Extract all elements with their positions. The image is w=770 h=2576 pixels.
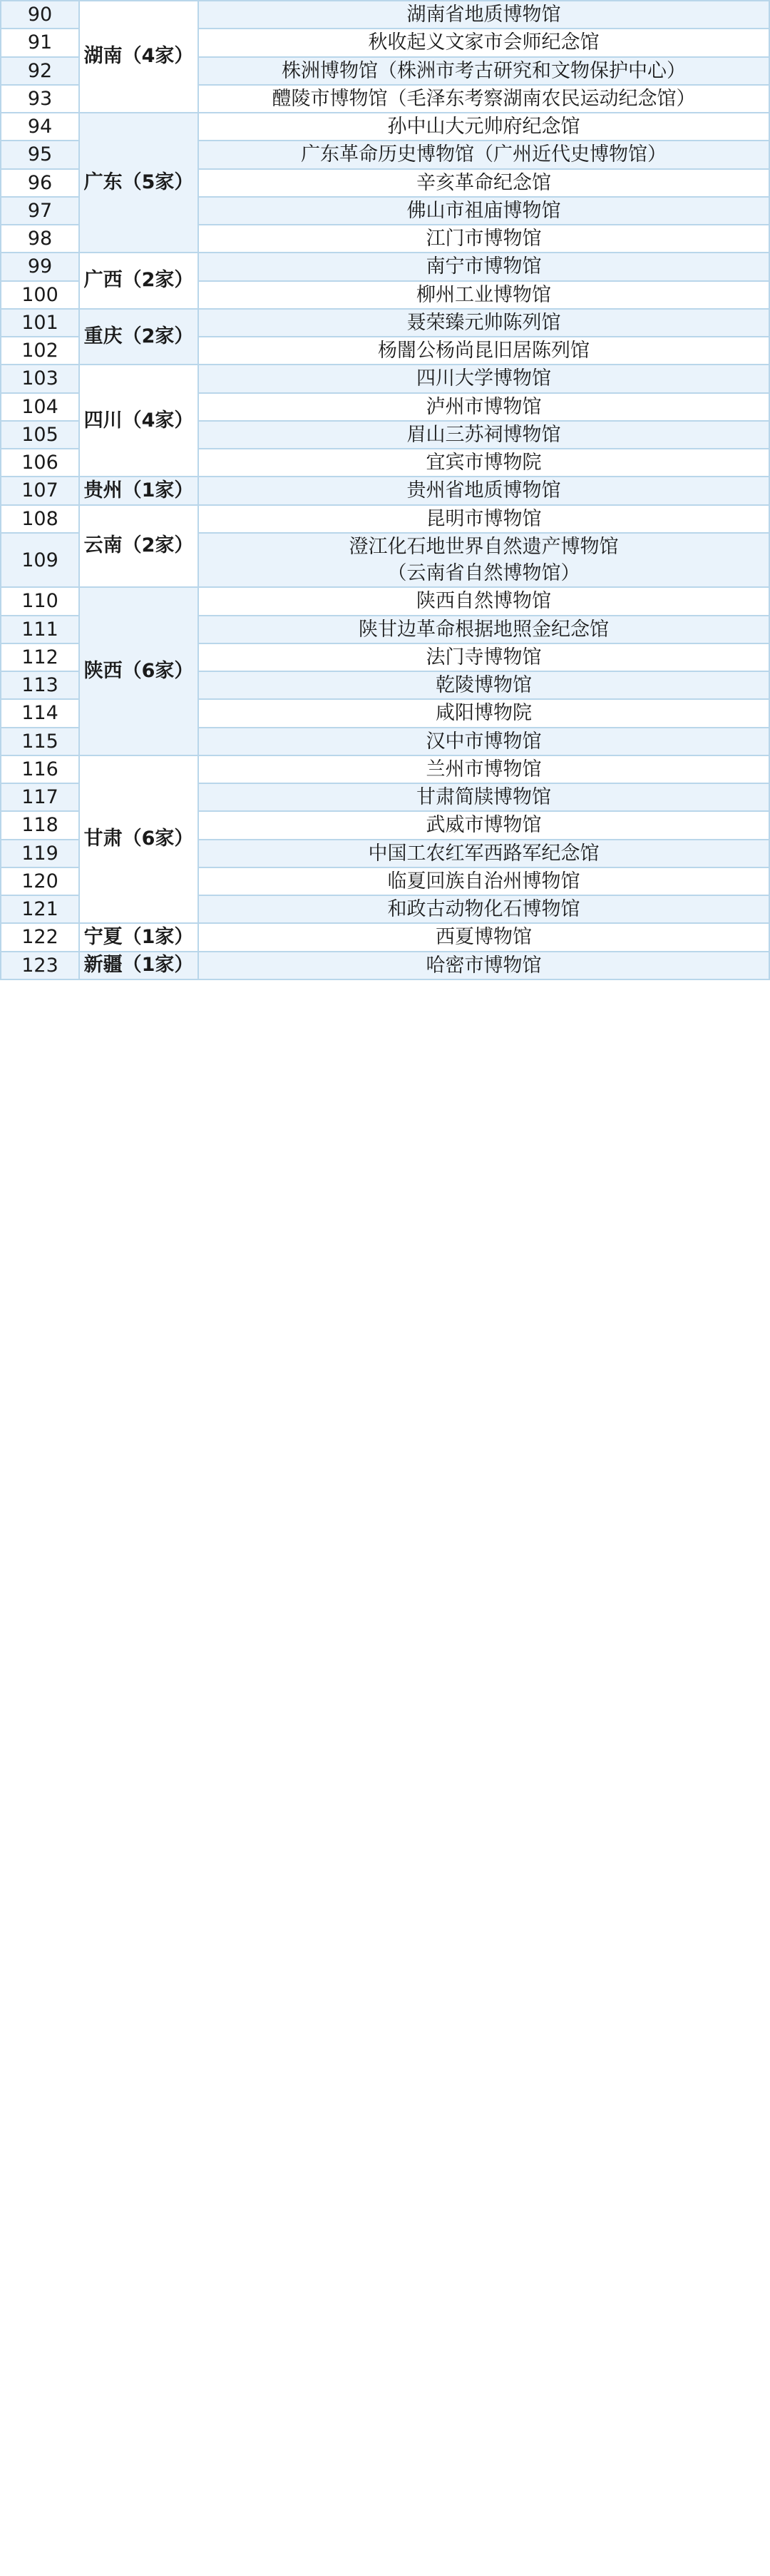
museum-name-line: 南宁市博物馆 (426, 255, 542, 278)
row-index-cell: 112 (1, 643, 79, 671)
row-index-cell: 119 (1, 840, 79, 867)
museum-name-line: 孙中山大元帅府纪念馆 (387, 116, 580, 138)
museum-name-cell (198, 867, 769, 895)
museum-name-cell (198, 365, 769, 392)
museum-name-line: 中国工农红军西路军纪念馆 (368, 842, 600, 865)
museum-name-cell (198, 616, 769, 643)
table-row (1, 253, 769, 280)
museum-name-cell (198, 699, 769, 727)
museum-name-line: 法门寺博物馆 (426, 646, 542, 668)
row-index-cell: 99 (1, 253, 79, 280)
museum-name-cell (198, 923, 769, 951)
province-cell: 新疆（1家） (79, 952, 198, 979)
row-index-cell: 110 (1, 587, 79, 615)
museum-name-line: 醴陵市博物馆（毛泽东考察湖南农民运动纪念馆） (272, 87, 696, 110)
table-row (1, 505, 769, 533)
museum-name-cell (198, 197, 769, 225)
row-index-cell: 113 (1, 671, 79, 699)
province-cell: 广东（5家） (79, 113, 198, 253)
row-index-cell: 91 (1, 29, 79, 56)
museum-name-cell (198, 57, 769, 85)
table-row (1, 477, 769, 504)
museum-name-cell (198, 141, 769, 168)
museum-name-line: 武威市博物馆 (426, 814, 542, 837)
row-index-cell: 96 (1, 169, 79, 197)
museum-name-cell (198, 505, 769, 533)
museum-name-line: 贵州省地质博物馆 (406, 479, 561, 502)
museum-name-line: 株洲博物馆（株洲市考古研究和文物保护中心） (282, 59, 686, 82)
row-index-cell: 120 (1, 867, 79, 895)
row-index-cell: 115 (1, 728, 79, 755)
museum-name-line: 陕西自然博物馆 (416, 590, 551, 613)
museum-name-line: 宜宾市博物院 (426, 452, 542, 474)
museum-name-line: （云南省自然博物馆） (387, 562, 580, 584)
museum-list-table (0, 0, 770, 980)
museum-name-line: 临夏回族自治州博物馆 (387, 870, 580, 892)
museum-name-line: 柳州工业博物馆 (416, 283, 551, 306)
table-row (1, 923, 769, 951)
museum-name-cell (198, 533, 769, 588)
museum-table-body (1, 1, 769, 979)
province-cell: 甘肃（6家） (79, 755, 198, 924)
museum-name-cell (198, 281, 769, 309)
row-index-cell: 101 (1, 309, 79, 337)
table-row (1, 113, 769, 141)
museum-name-cell (198, 421, 769, 449)
museum-name-line: 秋收起义文家市会师纪念馆 (368, 31, 600, 54)
table-row (1, 309, 769, 337)
row-index-cell: 98 (1, 225, 79, 253)
museum-name-cell (198, 840, 769, 867)
row-index-cell: 121 (1, 895, 79, 923)
row-index-cell: 123 (1, 952, 79, 979)
museum-name-cell (198, 253, 769, 280)
row-index-cell: 90 (1, 1, 79, 29)
row-index-cell: 116 (1, 755, 79, 783)
row-index-cell: 105 (1, 421, 79, 449)
table-row (1, 755, 769, 783)
row-index-cell: 109 (1, 533, 79, 588)
museum-name-line: 辛亥革命纪念馆 (416, 171, 551, 194)
museum-name-line: 和政古动物化石博物馆 (387, 898, 580, 920)
table-row (1, 587, 769, 615)
row-index-cell: 94 (1, 113, 79, 141)
museum-name-cell (198, 309, 769, 337)
province-cell: 广西（2家） (79, 253, 198, 309)
province-cell: 宁夏（1家） (79, 923, 198, 951)
museum-name-cell (198, 449, 769, 477)
museum-name-cell (198, 783, 769, 811)
museum-name-line: 江门市博物馆 (426, 228, 542, 250)
row-index-cell: 117 (1, 783, 79, 811)
row-index-cell: 108 (1, 505, 79, 533)
museum-name-cell (198, 225, 769, 253)
province-cell: 四川（4家） (79, 365, 198, 477)
row-index-cell: 104 (1, 393, 79, 421)
museum-name-line: 哈密市博物馆 (426, 954, 542, 977)
museum-name-cell (198, 29, 769, 56)
museum-name-cell (198, 755, 769, 783)
museum-name-line: 泸州市博物馆 (426, 395, 542, 418)
row-index-cell: 103 (1, 365, 79, 392)
row-index-cell: 95 (1, 141, 79, 168)
museum-name-line: 四川大学博物馆 (416, 367, 551, 390)
museum-name-cell (198, 337, 769, 365)
museum-name-line: 佛山市祖庙博物馆 (406, 199, 561, 222)
museum-name-line: 陕甘边革命根据地照金纪念馆 (359, 618, 609, 641)
row-index-cell: 100 (1, 281, 79, 309)
museum-name-cell (198, 895, 769, 923)
museum-name-cell (198, 671, 769, 699)
museum-name-cell (198, 169, 769, 197)
province-cell: 陕西（6家） (79, 587, 198, 755)
museum-name-cell (198, 587, 769, 615)
museum-name-cell (198, 728, 769, 755)
row-index-cell: 102 (1, 337, 79, 365)
province-cell: 贵州（1家） (79, 477, 198, 504)
province-cell: 湖南（4家） (79, 1, 198, 113)
museum-name-cell (198, 811, 769, 839)
table-row (1, 952, 769, 979)
row-index-cell: 114 (1, 699, 79, 727)
museum-name-cell (198, 1, 769, 29)
museum-name-cell (198, 477, 769, 504)
museum-name-line: 澄江化石地世界自然遗产博物馆 (349, 535, 619, 558)
table-row (1, 1, 769, 29)
table-row (1, 365, 769, 392)
museum-name-line: 西夏博物馆 (436, 926, 532, 949)
museum-name-cell (198, 643, 769, 671)
province-cell: 重庆（2家） (79, 309, 198, 365)
museum-name-line: 聂荣臻元帅陈列馆 (406, 311, 561, 334)
museum-name-line: 眉山三苏祠博物馆 (406, 423, 561, 446)
museum-name-cell (198, 85, 769, 113)
museum-name-cell (198, 393, 769, 421)
museum-name-line: 兰州市博物馆 (426, 758, 542, 780)
museum-name-cell (198, 113, 769, 141)
museum-name-line: 甘肃简牍博物馆 (416, 786, 551, 808)
row-index-cell: 92 (1, 57, 79, 85)
museum-name-cell (198, 952, 769, 979)
row-index-cell: 93 (1, 85, 79, 113)
museum-name-line: 乾陵博物馆 (436, 674, 532, 696)
museum-name-line: 广东革命历史博物馆（广州近代史博物馆） (301, 143, 667, 166)
museum-name-line: 汉中市博物馆 (426, 730, 542, 753)
row-index-cell: 107 (1, 477, 79, 504)
row-index-cell: 97 (1, 197, 79, 225)
museum-name-line: 昆明市博物馆 (426, 507, 542, 530)
row-index-cell: 118 (1, 811, 79, 839)
row-index-cell: 111 (1, 616, 79, 643)
museum-name-line: 杨闇公杨尚昆旧居陈列馆 (378, 340, 590, 362)
row-index-cell: 122 (1, 923, 79, 951)
museum-name-line: 湖南省地质博物馆 (406, 4, 561, 26)
museum-name-line: 咸阳博物院 (436, 702, 532, 725)
row-index-cell: 106 (1, 449, 79, 477)
province-cell: 云南（2家） (79, 505, 198, 588)
